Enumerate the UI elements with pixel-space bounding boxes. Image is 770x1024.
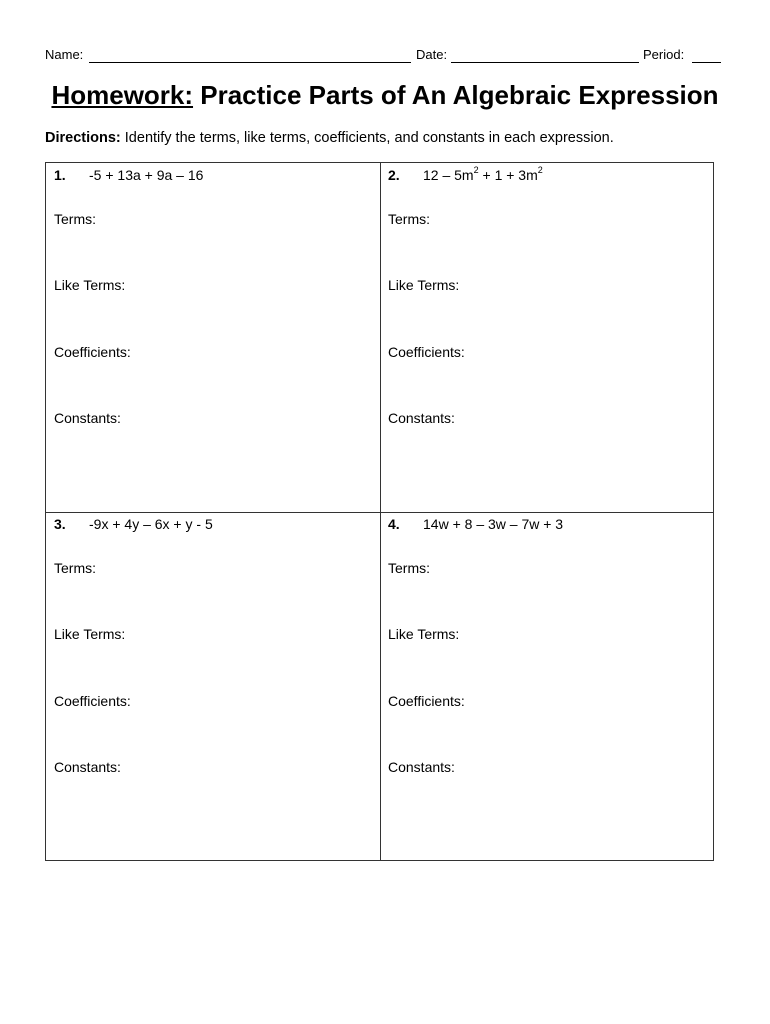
date-label: Date: xyxy=(416,47,448,62)
terms-label: Terms: xyxy=(54,560,96,576)
like-terms-label: Like Terms: xyxy=(388,626,460,642)
title-lead: Homework: xyxy=(51,80,194,110)
problem-cell-4 xyxy=(380,512,714,861)
problem-cell-2 xyxy=(380,163,714,512)
constants-label: Constants: xyxy=(54,410,121,426)
coefficients-label: Coefficients: xyxy=(388,693,465,709)
constants-label: Constants: xyxy=(388,759,455,775)
problem-cell-3 xyxy=(46,512,380,861)
period-field[interactable] xyxy=(692,62,721,63)
name-label: Name: xyxy=(45,47,84,62)
like-terms-label: Like Terms: xyxy=(388,277,460,293)
problem-number: 2. xyxy=(388,167,400,183)
problem-expression: -5 + 13a + 9a – 16 xyxy=(89,167,204,183)
problem-expression: -9x + 4y – 6x + y - 5 xyxy=(89,516,213,532)
directions-label: Directions: xyxy=(45,130,121,146)
coefficients-label: Coefficients: xyxy=(54,344,131,360)
period-label: Period: xyxy=(643,47,685,62)
problem-grid xyxy=(45,162,714,861)
page-title xyxy=(0,80,770,111)
name-field[interactable] xyxy=(89,62,411,63)
problem-number: 4. xyxy=(388,516,400,532)
problem-cell-1 xyxy=(46,163,380,512)
coefficients-label: Coefficients: xyxy=(54,693,131,709)
constants-label: Constants: xyxy=(388,410,455,426)
terms-label: Terms: xyxy=(388,211,430,227)
header-line xyxy=(45,47,721,67)
problem-expression: 14w + 8 – 3w – 7w + 3 xyxy=(423,516,564,532)
directions-text: Identify the terms, like terms, coefficients, and constants in each expression. xyxy=(124,130,614,146)
problem-number: 3. xyxy=(54,516,66,532)
like-terms-label: Like Terms: xyxy=(54,626,126,642)
problem-expression: $12 - 5m^2 + 1 + 3m^2$ xyxy=(423,165,543,183)
directions xyxy=(45,130,735,146)
constants-label: Constants: xyxy=(54,759,121,775)
problem-number: 1. xyxy=(54,167,66,183)
title-rest: Practice Parts of An Algebraic Expression xyxy=(200,80,719,110)
terms-label: Terms: xyxy=(388,560,430,576)
date-field[interactable] xyxy=(451,62,639,63)
terms-label: Terms: xyxy=(54,211,96,227)
like-terms-label: Like Terms: xyxy=(54,277,126,293)
coefficients-label: Coefficients: xyxy=(388,344,465,360)
